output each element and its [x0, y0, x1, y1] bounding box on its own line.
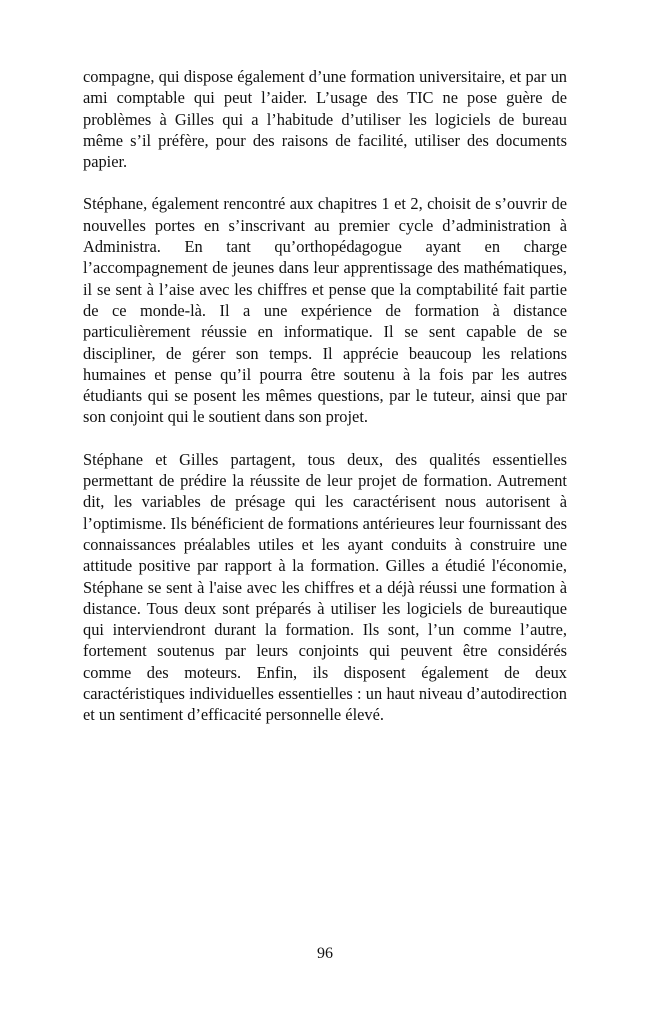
page-number: 96 — [317, 945, 333, 962]
page-body — [83, 66, 567, 726]
paragraph-gilles-intro-end: compagne, qui dispose également d’une formation universitaire, et par un ami comptable qui peut l’aider. L’usage des TIC ne pose guère de problèmes à Gilles qui a l’habitude d’utiliser les logiciels de bureau même s’il préfère, pour des raisons de facilité, utiliser des documents papier. — [83, 67, 567, 172]
paragraph-stephane: Stéphane, également rencontré aux chapitres 1 et 2, choisit de s’ouvrir de nouvelles portes en s’inscrivant au premier cycle d’administration à Administra. En tant qu’orthopédagogue ayant en charge l’accompagnement de jeunes dans leur apprentissage des mathématiques, il se sent à l’aise avec les chiffres et pense que la comptabilité fait partie de ce monde-là. Il a une expérience de formation à distance particulièrement réussie en informatique. Il se sent capable de se discipliner, de gérer son temps. Il apprécie beaucoup les relations humaines et pense qu’il pourra être soutenu à la fois par les autres étudiants qui se posent les mêmes questions, par le tuteur, ainsi que par son conjoint qui le soutient dans son projet. — [83, 194, 567, 427]
paragraph-shared-qualities: Stéphane et Gilles partagent, tous deux, des qualités essentielles permettant de prédire la réussite de leur projet de formation. Autrement dit, les variables de présage qui les caractérisent nous autorisent à l’optimisme. Ils bénéficient de formations antérieures leur fournissant des connaissances préalables utiles et les ayant conduits à construire une attitude positive par rapport à la formation. Gilles a étudié l'économie, Stéphane se sent à l'aise avec les chiffres et a déjà réussi une formation à distance. Tous deux sont préparés à utiliser les logiciels de bureautique qui interviendront durant la formation. Ils sont, l’un comme l’autre, fortement soutenus par leurs conjoints qui peuvent être considérés comme des moteurs. Enfin, ils disposent également de deux caractéristiques individuelles essentielles : un haut niveau d’autodirection et un sentiment d’efficacité personnelle élevé. — [83, 449, 567, 725]
